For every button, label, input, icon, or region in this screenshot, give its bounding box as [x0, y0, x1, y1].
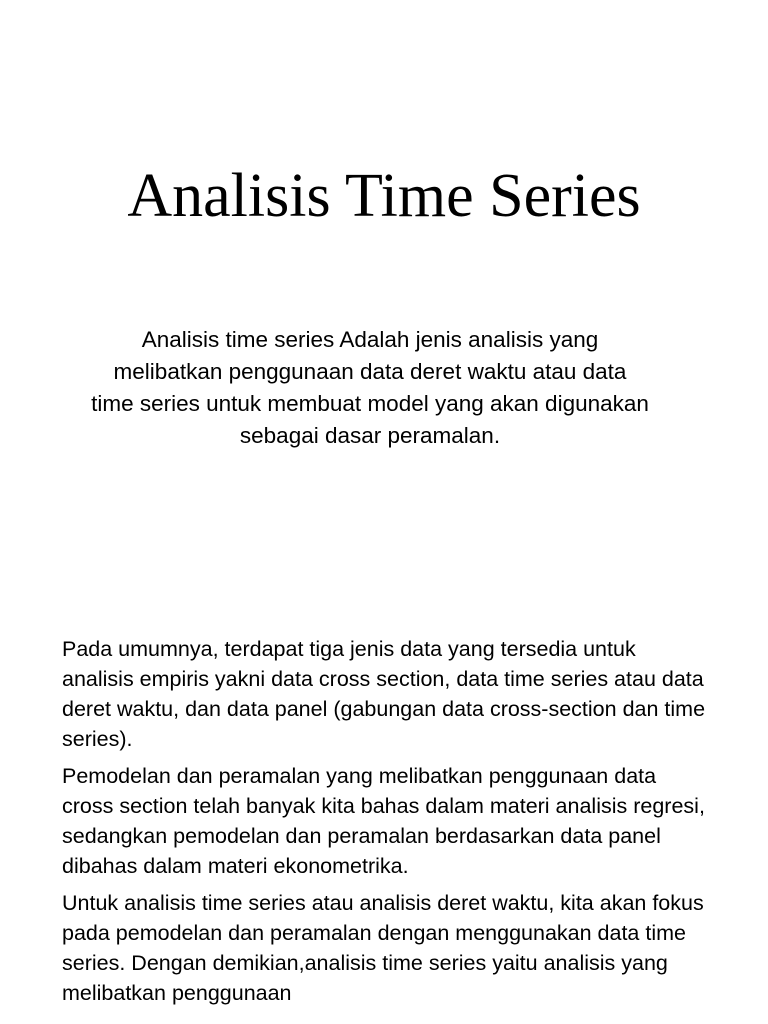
body-paragraph-1: Pada umumnya, terdapat tiga jenis data yang tersedia untuk analisis empiris yakni data cross section, data time series atau data deret waktu, dan data panel (gabungan data cross-section dan time series).: [62, 637, 706, 751]
slide-title: Analisis Time Series: [127, 162, 641, 230]
intro-paragraph: Analisis time series Adalah jenis analisis yang melibatkan penggunaan data deret waktu atau data time series untuk membuat model yang akan digunakan sebagai dasar peramalan.: [91, 327, 649, 448]
body-paragraph-3: Untuk analisis time series atau analisis deret waktu, kita akan fokus pada pemodelan dan peramalan dengan menggunakan data time series. Dengan demikian,analisis time series yaitu analisis yang melibatkan penggunaan: [62, 891, 704, 1005]
body-text: [62, 634, 712, 1015]
body-paragraph-2: Pemodelan dan peramalan yang melibatkan penggunaan data cross section telah banyak kita bahas dalam materi analisis regresi, sedangkan pemodelan dan peramalan berdasarkan data panel dibahas dalam materi ekonometrika.: [62, 764, 705, 878]
